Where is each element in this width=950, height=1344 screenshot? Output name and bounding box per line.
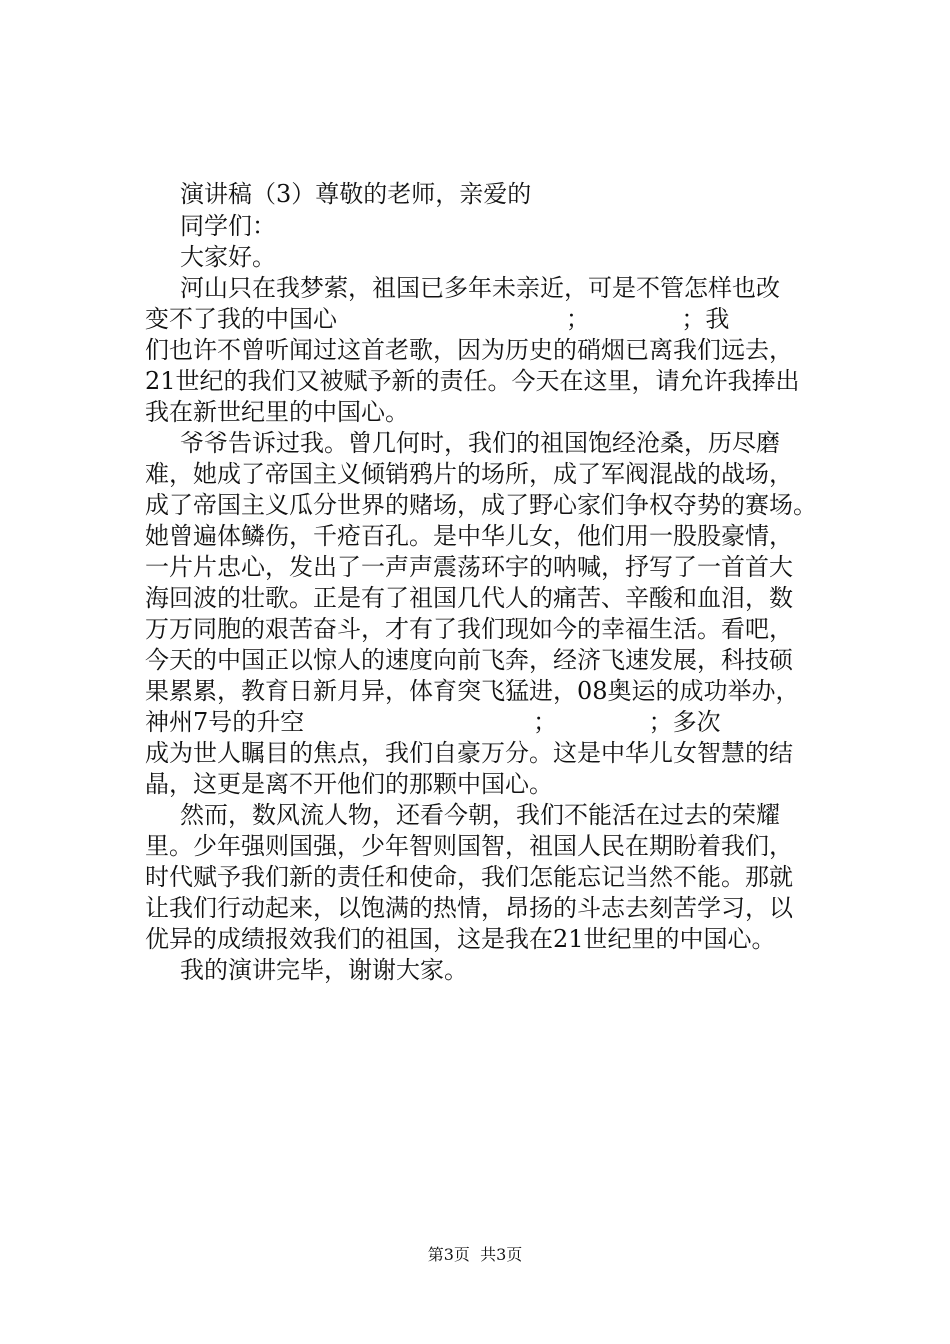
text-line: 河山只在我梦萦，祖国已多年未亲近，可是不管怎样也改	[180, 274, 780, 302]
text-line: 万万同胞的艰苦奋斗，才有了我们现如今的幸福生活。看吧，	[145, 615, 793, 643]
text-line: 大家好。	[180, 243, 276, 271]
text-line: 今天的中国正以惊人的速度向前飞奔，经济飞速发展，科技硕	[145, 646, 793, 674]
text-line: 21世纪的我们又被赋予新的责任。今天在这里，请允许我捧出	[145, 367, 800, 395]
text-line: 难，她成了帝国主义倾销鸦片的场所，成了军阀混战的战场，	[145, 460, 793, 488]
text-line: 我在新世纪里的中国心。	[145, 398, 409, 426]
text-line: 我的演讲完毕，谢谢大家。	[180, 956, 468, 984]
text-line: 果累累，教育日新月异，体育突飞猛进，08奥运的成功举办，	[145, 677, 800, 705]
text-line: 然而，数风流人物，还看今朝，我们不能活在过去的荣耀	[180, 801, 780, 829]
text-line: 演讲稿（3）尊敬的老师，亲爱的	[180, 180, 532, 208]
text-line: 晶，这更是离不开他们的那颗中国心。	[145, 770, 553, 798]
text-line: 时代赋予我们新的责任和使命，我们怎能忘记当然不能。那就	[145, 863, 793, 891]
text-line: 同学们：	[180, 212, 276, 240]
text-line: 变不了我的中国心 ； ；我	[145, 305, 730, 333]
text-line: 让我们行动起来，以饱满的热情，昂扬的斗志去刻苦学习，以	[145, 894, 793, 922]
text-line: 们也许不曾听闻过这首老歌，因为历史的硝烟已离我们远去，	[145, 336, 793, 364]
text-line: 海回波的壮歌。正是有了祖国几代人的痛苦、辛酸和血泪，数	[145, 584, 793, 612]
page-number-footer: 第3页 共3页	[427, 1245, 523, 1264]
text-line: 爷爷告诉过我。曾几何时，我们的祖国饱经沧桑，历尽磨	[180, 429, 780, 457]
text-line: 她曾遍体鳞伤，千疮百孔。是中华儿女，他们用一股股豪情，	[145, 522, 793, 550]
text-line: 一片片忠心，发出了一声声震荡环宇的呐喊，抒写了一首首大	[145, 553, 793, 581]
text-line: 里。少年强则国强，少年智则国智，祖国人民在期盼着我们，	[145, 832, 793, 860]
text-line: 成了帝国主义瓜分世界的赌场，成了野心家们争权夺势的赛场。	[145, 491, 817, 519]
text-line: 成为世人瞩目的焦点，我们自豪万分。这是中华儿女智慧的结	[145, 739, 793, 767]
text-line: 神州7号的升空 ； ；多次	[145, 708, 721, 736]
text-line: 优异的成绩报效我们的祖国，这是我在21世纪里的中国心。	[145, 925, 776, 953]
